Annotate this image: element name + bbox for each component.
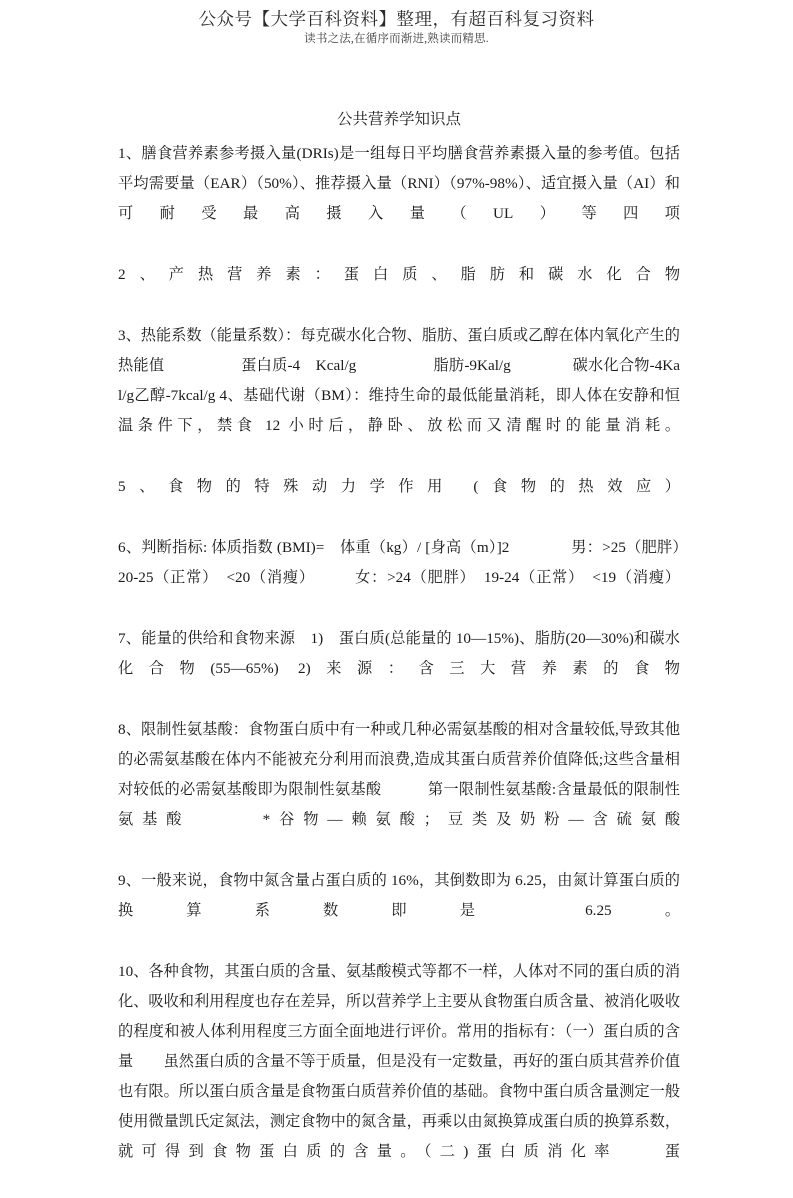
promo-header-title: 公众号【大学百科资料】整理，有超百科复习资料 xyxy=(198,9,595,29)
paragraph-item-9: 9、一般来说，食物中氮含量占蛋白质的 16%，其倒数即为 6.25，由氮计算蛋白质的换算系数即是 6.25。 xyxy=(118,872,680,919)
paragraph-item-8: 8、限制性氨基酸：食物蛋白质中有一种或几种必需氨基酸的相对含量较低,导致其他的必需氨基酸在体内不能被充分利用而浪费,造成其蛋白质营养价值降低;这些含量相对较低的必需氨基酸即为限制性氨基酸 第一限制性氨基酸:含量最低的限制性氨基酸 *谷物—赖氨酸；豆类及奶粉—含硫氨酸 xyxy=(118,721,680,828)
promo-header xyxy=(0,8,793,47)
paragraph-item-2: 2、产热营养素：蛋白质、脂肪和碳水化合物 xyxy=(118,266,680,283)
paragraph-item-1: 1、膳食营养素参考摄入量(DRIs)是一组每日平均膳食营养素摄入量的参考值。包括平均需要量（EAR）（50%）、推荐摄入量（RNI）（97%-98%）、适宜摄入量（AI）和可耐受最高摄入量（UL）等四项 xyxy=(118,145,680,222)
paragraph-item-3: 3、热能系数（能量系数）：每克碳水化合物、脂肪、蛋白质或乙醇在体内氧化产生的热能值 蛋白质-4 Kcal/g 脂肪-9Kal/g 碳水化合物-4Kal/g乙醇-7kcal/g 4、基础代谢（BM）：维持生命的最低能量消耗，即人体在安静和恒温条件下，禁食 12 小时后，静卧、放松而又清醒时的能量消耗。 xyxy=(118,327,680,434)
page-title: 公共营养学知识点 xyxy=(336,111,461,128)
paragraph-item-5: 5、食物的特殊动力学作用 (食物的热效应） xyxy=(118,478,680,495)
document-body xyxy=(118,105,696,1198)
promo-header-subtitle: 读书之法,在循序而渐进,熟读而精思. xyxy=(304,33,489,45)
paragraph-item-7: 7、能量的供给和食物来源 1) 蛋白质(总能量的 10—15%)、脂肪(20—30%)和碳水化合物(55—65%) 2)来源：含三大营养素的食物 xyxy=(118,630,680,677)
paragraph-item-6: 6、判断指标: 体质指数 (BMI)= 体重（kg）/ [身高（m）]2 男：>25（肥胖） 20-25（正常） <20（消瘦） 女：>24（肥胖） 19-24（正常） <19（消瘦） xyxy=(118,539,696,586)
paragraph-item-10: 10、各种食物，其蛋白质的含量、氨基酸模式等都不一样，人体对不同的蛋白质的消化、吸收和利用程度也存在差异，所以营养学上主要从食物蛋白质含量、被消化吸收的程度和被人体利用程度三方面全面地进行评价。常用的指标有：（一）蛋白质的含量 虽然蛋白质的含量不等于质量，但是没有一定数量，再好的蛋白质其营养价值也有限。所以蛋白质含量是食物蛋白质营养价值的基础。食物中蛋白质含量测定一般使用微量凯氏定氮法，测定食物中的氮含量，再乘以由氮换算成蛋白质的换算系数，就可得到食物蛋白质的含量。（二)蛋白质消化率 蛋 xyxy=(118,963,680,1160)
